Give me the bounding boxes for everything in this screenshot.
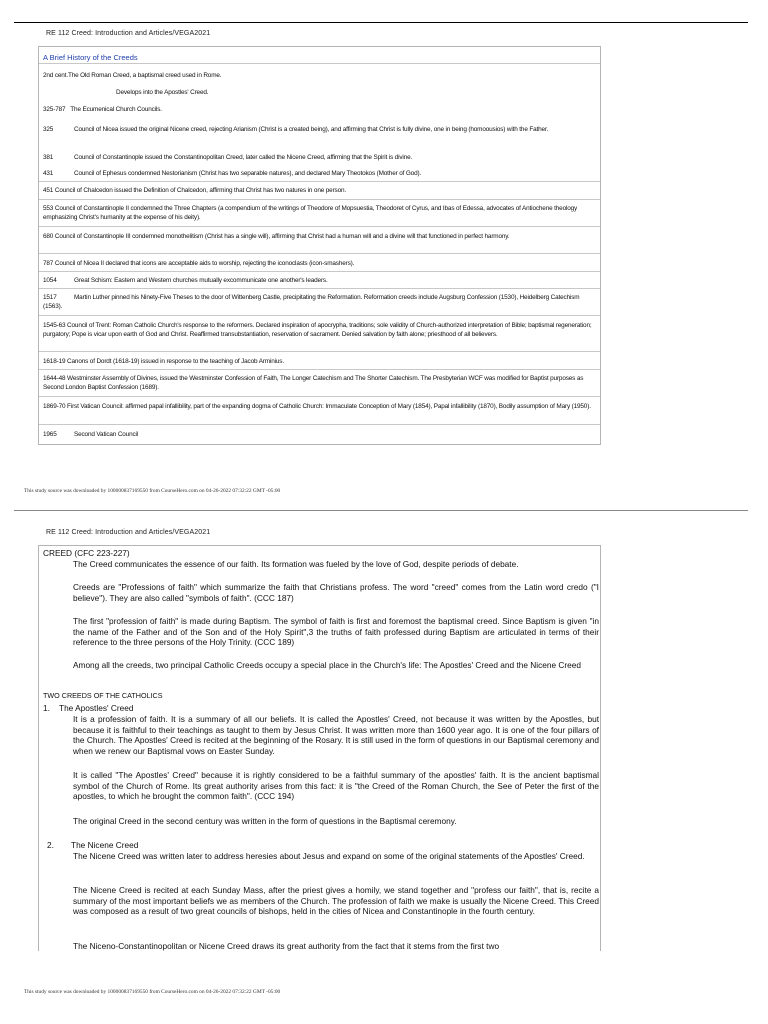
separator bbox=[39, 199, 600, 200]
page-header: RE 112 Creed: Introduction and Articles/VEGA2021 bbox=[46, 529, 211, 536]
history-entry: 325-787 The Ecumenical Church Councils. bbox=[43, 106, 162, 113]
separator bbox=[39, 288, 600, 289]
paragraph: Creeds are "Professions of faith" which summarize the faith that Christians profess. The word "creed" comes from the Latin word credo ("I believe"). They are also called "symbols of faith". (CCC 187) bbox=[73, 582, 599, 603]
separator bbox=[39, 181, 600, 182]
paragraph: The Niceno-Constantinopolitan or Nicene Creed draws its great authority from the fact that it stems from the first two bbox=[73, 941, 500, 951]
separator bbox=[39, 315, 600, 316]
history-entry: 1869-70 First Vatican Council: affirmed papal infallibility, part of the expanding dogma of Catholic Church: Immaculate Conception of Mary (1854), Papal infallibility (1870), Bodily assumption of Mary (1950). bbox=[43, 403, 591, 410]
separator bbox=[39, 396, 600, 397]
history-title: A Brief History of the Creeds bbox=[43, 53, 138, 62]
history-entry: 1965 Second Vatican Council bbox=[43, 431, 139, 438]
download-footer: This study source was downloaded by 100000837169550 from CourseHero.com on 04-26-2022 07:32:22 GMT -05:00 bbox=[24, 488, 281, 494]
history-entry: 431 Council of Ephesus condemned Nestorianism (Christ has two separable natures), and declared Mary Theotokos (Mother of God). bbox=[43, 170, 422, 177]
history-entry: 1618-19 Canons of Dordt (1618-19) issued in response to the teaching of Jacob Arminius. bbox=[43, 358, 284, 365]
paragraph: It is a profession of faith. It is a summary of all our beliefs. It is called the Apostles' Creed, not because it was written by the Apostles, but because it is faithful to their teachings as taught to them by Jesus Christ. It was written more than 1600 year ago. It is one of the four pillars of the Church. The Apostles' Creed is recited at the beginning of the Rosary. It is still used in the form of questions in our Baptismal ceremony and when we renew our Baptismal vows on Easter Sunday. bbox=[73, 714, 599, 757]
history-entry: 451 Council of Chalcedon issued the Definition of Chalcedon, affirming that Christ has two natures in one person. bbox=[43, 187, 347, 194]
separator bbox=[39, 253, 600, 254]
history-entry: 1054 Great Schism: Eastern and Western churches mutually excommunicate one another's leaders. bbox=[43, 277, 328, 284]
history-entry: 2nd cent.The Old Roman Creed, a baptismal creed used in Rome. bbox=[43, 72, 222, 79]
paragraph: The first "profession of faith" is made during Baptism. The symbol of faith is first and foremost the baptismal creed. Since Baptism is given "in the name of the Father and of the Son and of the Holy Spirit",3 the truths of faith professed during Baptism are articulated in terms of their reference to the three persons of the Holy Trinity. (CCC 189) bbox=[73, 616, 599, 648]
paragraph: The Nicene Creed was written later to address heresies about Jesus and expand on some of the original statements of the Apostles' Creed. bbox=[73, 851, 585, 861]
history-entry: Develops into the Apostles' Creed. bbox=[116, 89, 209, 96]
page-header: RE 112 Creed: Introduction and Articles/VEGA2021 bbox=[46, 30, 211, 37]
page-divider bbox=[14, 510, 748, 511]
creed-heading: CREED (CFC 223-227) bbox=[43, 548, 130, 558]
paragraph: It is called "The Apostles' Creed" because it is rightly considered to be a faithful summary of the apostles' faith. It is the ancient baptismal symbol of the Church of Rome. Its great authority arises from this fact: it is "the Creed of the Roman Church, the See of Peter the first of the apostles, to which he brought the common faith". (CCC 194) bbox=[73, 770, 599, 802]
paragraph: The original Creed in the second century was written in the form of questions in the Baptismal ceremony. bbox=[73, 816, 457, 826]
separator bbox=[39, 271, 600, 272]
separator bbox=[39, 226, 600, 227]
section-title: TWO CREEDS OF THE CATHOLICS bbox=[43, 691, 163, 700]
history-entry: 381 Council of Constantinople issued the Constantinopolitan Creed, later called the Nicene Creed, affirming that the Spirit is divine. bbox=[43, 154, 413, 161]
history-entry: 1545-63 Council of Trent: Roman Catholic Church's response to the reformers. Declared inspiration of apocrypha, traditions; sole validity of Church-authorized interpretation of Bible; baptismal regeneration; purgatory; Pope is vicar upon earth of God and Christ. Reaffirmed transubstantiation, reservation of sacrament. Denied salvation by faith alone; priesthood of all believers. bbox=[43, 322, 592, 338]
separator bbox=[39, 424, 600, 425]
download-footer: This study source was downloaded by 100000837169550 from CourseHero.com on 04-26-2022 07:32:22 GMT -05:00 bbox=[24, 989, 281, 995]
list-item-heading: 1. The Apostles' Creed bbox=[43, 703, 134, 713]
history-entry: 553 Council of Constantinople II condemned the Three Chapters (a compendium of the writings of Theodore of Mopsuestia, Theodoret of Cyrus, and Ibas of Edessa, advocates of Antiochene theology emphasizing Christ's humanity at the expense of his deity). bbox=[43, 205, 578, 221]
history-entry: 680 Council of Constantinople III condemned monothelitism (Christ has a single will), affirming that Christ had a human will and a divine will that functioned in perfect harmony. bbox=[43, 233, 510, 240]
separator bbox=[39, 351, 600, 352]
paragraph: Among all the creeds, two principal Catholic Creeds occupy a special place in the Church's life: The Apostles' Creed and the Nicene Creed bbox=[73, 660, 582, 670]
history-entry: 787 Council of Nicea II declared that icons are acceptable aids to worship, rejecting the iconoclasts (icon-smashers). bbox=[43, 260, 355, 267]
history-box bbox=[38, 46, 601, 445]
history-entry: 1644-48 Westminster Assembly of Divines, issued the Westminster Confession of Faith, The Longer Catechism and The Shorter Catechism. The Presbyterian WCF was modified for Baptist purposes as Second London Baptist Confession (1689). bbox=[43, 375, 584, 391]
history-entry: 325 Council of Nicea issued the original Nicene creed, rejecting Arianism (Christ is a created being), and affirming that Christ is fully divine, one in being (homoousios) with the Father. bbox=[43, 126, 549, 133]
creed-box bbox=[38, 545, 601, 951]
list-item-heading: 2. The Nicene Creed bbox=[47, 840, 139, 850]
separator bbox=[39, 63, 600, 64]
page-top-rule bbox=[14, 22, 748, 23]
separator bbox=[39, 369, 600, 370]
paragraph: The Creed communicates the essence of our faith. Its formation was fueled by the love of God, despite periods of debate. bbox=[73, 559, 519, 569]
history-entry: 1517 Martin Luther pinned his Ninety-Five Theses to the door of Wittenberg Castle, precipitating the Reformation. Reformation creeds include Augsburg Confession (1530), Heidelberg Catechism (1563). bbox=[43, 294, 580, 310]
paragraph: The Nicene Creed is recited at each Sunday Mass, after the priest gives a homily, we stand together and "profess our faith", that is, recite a summary of the most important beliefs we as members of the Church. The profession of faith we make is usually the Nicene Creed. This Creed was composed as a result of two great councils of bishops, held in the cities of Nicea and Constantinople in the fourth century. bbox=[73, 885, 599, 917]
